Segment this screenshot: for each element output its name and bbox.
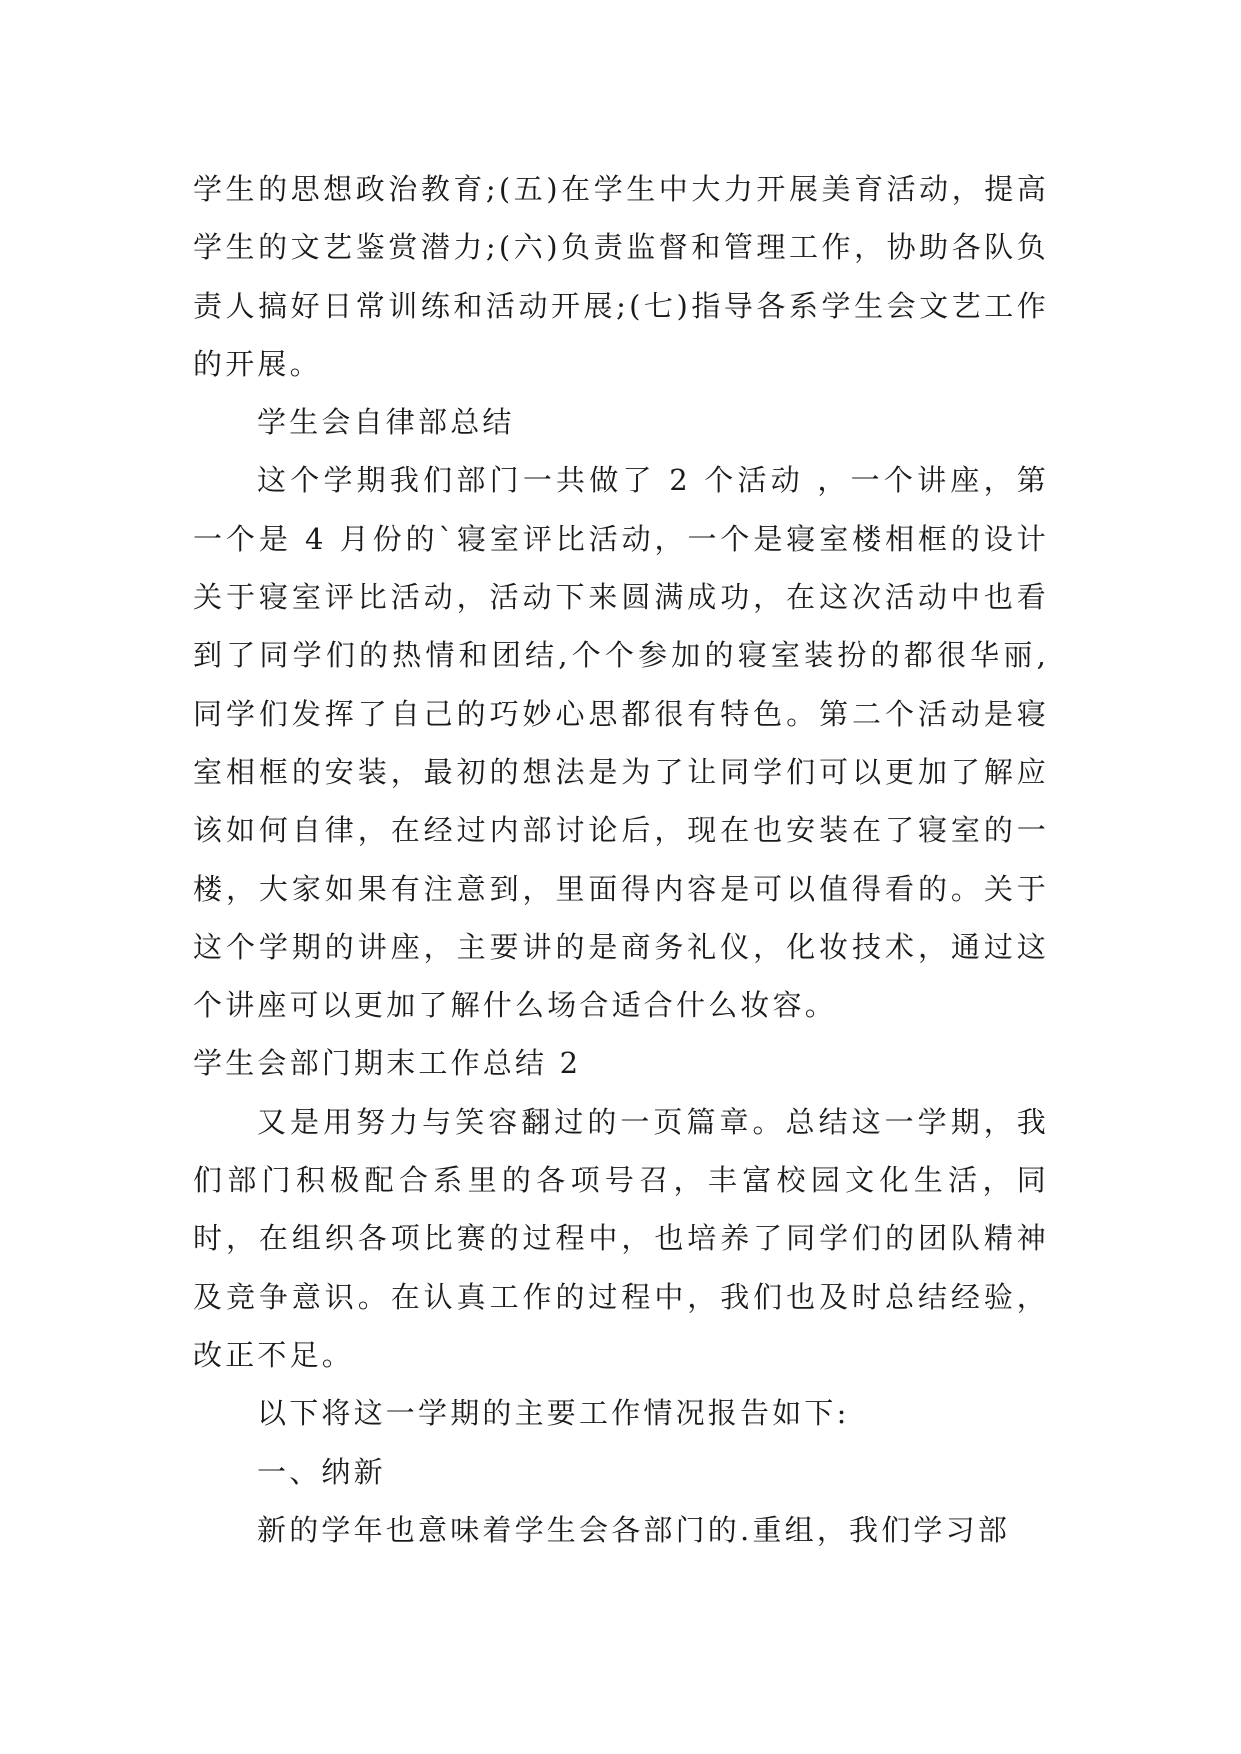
paragraph-recruitment: 新的学年也意味着学生会各部门的.重组，我们学习部 (257, 1512, 1011, 1547)
paragraph-discipline-summary: 这个学期我们部门一共做了 2 个活动 ，一个讲座，第一个是 4 月份的`寝室评比活动，一个是寝室楼相框的设计关于寝室评比活动，活动下来圆满成功，在这次活动中也看到了同学们的热情和团结,个个参加的寝室装扮的都很华丽,同学们发挥了自己的巧妙心思都很有特色。第二个活动是寝室相框的安装，最初的想法是为了让同学们可以更加了解应该如何自律，在经过内部讨论后，现在也安装在了寝室的一楼，大家如果有注意到，里面得内容是可以值得看的。关于这个学期的讲座，主要讲的是商务礼仪，化妆技术，通过这个讲座可以更加了解什么场合适合什么妆容。 (193, 463, 1049, 1023)
section-heading-recruitment: 一、纳新 (257, 1454, 386, 1489)
paragraph-report-intro: 以下将这一学期的主要工作情况报告如下: (257, 1396, 850, 1431)
document-body (193, 160, 1049, 1559)
paragraph-semester-intro: 又是用努力与笑容翻过的一页篇章。总结这一学期，我们部门积极配合系里的各项号召，丰富校园文化生活，同时，在组织各项比赛的过程中，也培养了同学们的团队精神及竞争意识。在认真工作的过程中，我们也及时总结经验，改正不足。 (193, 1104, 1049, 1372)
section-heading-discipline-dept: 学生会自律部总结 (257, 405, 515, 440)
paragraph-art-dept-duties: 学生的思想政治教育;(五)在学生中大力开展美育活动，提高学生的文艺鉴赏潜力;(六)负责监督和管理工作，协助各队负责人搞好日常训练和活动开展;(七)指导各系学生会文艺工作的开展。 (193, 172, 1049, 381)
document-title-summary-2: 学生会部门期末工作总结 2 (193, 1046, 582, 1081)
